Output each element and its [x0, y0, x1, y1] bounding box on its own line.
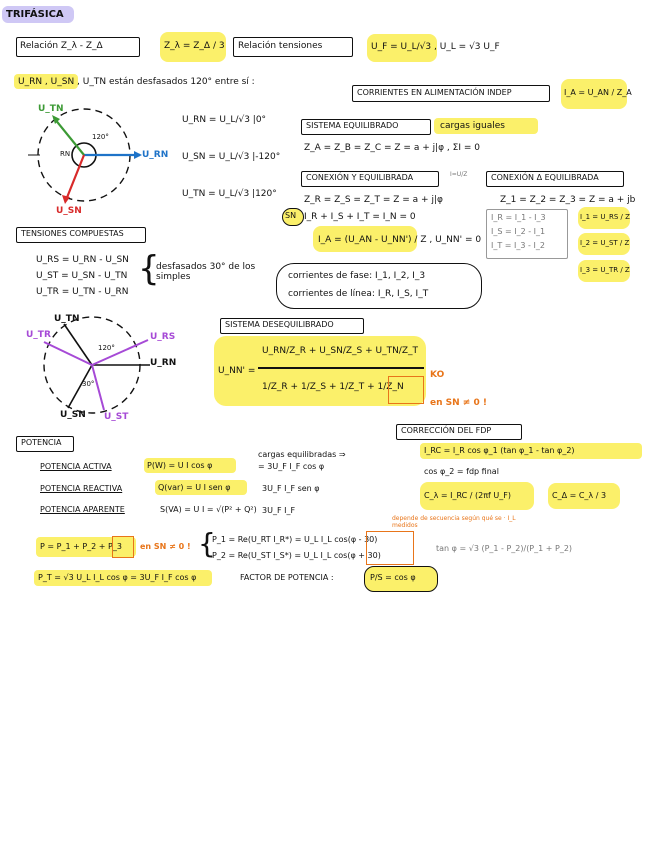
eq-utn: U_TN = U_L/√3 |120° — [182, 189, 277, 199]
phasor2-tn-label: U_TN — [54, 314, 80, 324]
sistema-eq-label: SISTEMA EQUILIBRADO — [306, 121, 399, 130]
watt-p2: P_2 = Re(U_ST I_S*) = U_L I_L cos(φ + 30) — [212, 551, 381, 560]
conexion-y-label: CONEXIÓN Y EQUILIBRADA — [306, 173, 414, 182]
zn-highlight-box — [388, 376, 424, 404]
relacion-z-label: Relación Z_λ - Z_Δ — [20, 41, 103, 51]
eq-urn: U_RN = U_L/√3 |0° — [182, 115, 267, 125]
corrientes-formula: I_A = U_AN / Z_A — [564, 88, 632, 97]
factor-pt: P_T = √3 U_L I_L cos φ = 3U_F I_F cos φ — [38, 573, 197, 582]
potencia-reactiva-formula: Q(var) = U I sen φ — [158, 483, 231, 492]
conexion-d-label: CONEXIÓN Δ EQUILIBRADA — [491, 173, 599, 182]
tensiones-comp-label: TENSIONES COMPUESTAS — [21, 229, 124, 238]
potencia-e1: = 3U_F I_F cos φ — [258, 462, 325, 471]
phasor-angle-label: 120° — [92, 133, 109, 141]
brace-icon: { — [138, 249, 160, 289]
phasor2-a1: 120° — [98, 344, 115, 352]
phasor2-rn-label: U_RN — [150, 358, 177, 368]
sistema-des-fraction-bar — [258, 367, 424, 369]
page-title: TRIFÁSICA — [6, 9, 64, 20]
conexion-y-f1: Z_R = Z_S = Z_T = Z = a + j|φ — [304, 195, 443, 205]
conexion-d-f1: Z_1 = Z_2 = Z_3 = Z = a + jb — [500, 195, 636, 205]
potencia-label: POTENCIA — [21, 438, 62, 447]
phasor-rn-label: U_RN — [142, 150, 169, 160]
sistema-des-den: 1/Z_R + 1/Z_S + 1/Z_T + 1/Z_N — [262, 382, 404, 392]
watt-p1: P_1 = Re(U_RT I_R*) = U_L I_L cos(φ - 30) — [212, 535, 378, 544]
cloud-l1: corrientes de fase: I_1, I_2, I_3 — [288, 271, 426, 281]
watt-p3-box — [112, 536, 134, 558]
watt-note: depende de secuencia según qué se · I_L medidos — [392, 515, 516, 529]
watt-cos-box — [366, 531, 414, 565]
sistema-eq-note: cargas iguales — [440, 121, 505, 131]
watt-tan: tan φ = √3 (P_1 - P_2)/(P_1 + P_2) — [436, 544, 573, 553]
sistema-eq-formula: Z_A = Z_B = Z_C = Z = a + j|φ , ΣI = 0 — [304, 143, 480, 153]
factor-label: FACTOR DE POTENCIA : — [240, 573, 334, 582]
phasor2-st-label: U_ST — [104, 412, 129, 422]
potencia-e2: 3U_F I_F sen φ — [262, 484, 320, 493]
watt-brace: { — [198, 527, 216, 560]
conexion-y-mini: I=U/Z — [450, 171, 468, 178]
tensiones-comp-l1: U_RS = U_RN - U_SN — [36, 255, 129, 265]
conexion-d-y2: I_2 = U_ST / Z — [580, 239, 630, 247]
factor-formula: P/S = cos φ — [370, 573, 416, 582]
phasor2-rs-label: U_RS — [150, 332, 176, 342]
phasor-tn-label: U_TN — [38, 104, 64, 114]
potencia-aparente-label: POTENCIA APARENTE — [40, 505, 125, 514]
correccion-label: CORRECCIÓN DEL FDP — [401, 426, 492, 435]
sistema-des-num: U_RN/Z_R + U_SN/Z_S + U_TN/Z_T — [262, 346, 419, 356]
phasor-sn-label: U_SN — [56, 206, 82, 216]
potencia-e3: 3U_F I_F — [262, 506, 296, 515]
cloud-l2: corrientes de línea: I_R, I_S, I_T — [288, 289, 429, 299]
corrientes-label: CORRIENTES EN ALIMENTACIÓN INDEP — [357, 88, 512, 97]
conexion-y-f2: I_R + I_S + I_T = I_N = 0 — [304, 212, 416, 222]
potencia-reactiva-label: POTENCIA REACTIVA — [40, 484, 123, 493]
sistema-des-note: en SN ≠ 0 ! — [430, 398, 487, 408]
correccion-f3: C_λ = I_RC / (2πf U_F) — [424, 491, 511, 500]
potencia-aparente-formula: S(VA) = U I = √(P² + Q²) — [160, 505, 257, 514]
watt-sn: en SN ≠ 0 ! — [140, 542, 191, 551]
tensiones-comp-l3: U_TR = U_TN - U_RN — [36, 287, 129, 297]
correccion-f4: C_Δ = C_λ / 3 — [552, 491, 607, 500]
potencia-activa-formula: P(W) = U I cos φ — [147, 461, 213, 470]
conexion-d-y1: I_1 = U_RS / Z — [580, 213, 630, 221]
correccion-f2: cos φ_2 = fdp final — [424, 467, 499, 476]
conexion-d-g1: I_R = I_1 - I_3 — [491, 213, 546, 222]
phasor-axis-label: RN — [60, 150, 71, 158]
eq-usn: U_SN = U_L/√3 |-120° — [182, 152, 281, 162]
phasor2-a2: 30° — [82, 380, 95, 388]
potencia-cargas: cargas equilibradas ⇒ — [258, 450, 346, 459]
potencia-activa-label: POTENCIA ACTIVA — [40, 462, 112, 471]
tensiones-comp-note: desfasados 30° de los simples — [156, 262, 256, 283]
conexion-d-g2: I_S = I_2 - I_1 — [491, 227, 546, 236]
phasor2-tr-label: U_TR — [26, 330, 51, 340]
conexion-y-f3: I_A = (U_AN - U_NN') / Z , U_NN' = 0 — [318, 235, 482, 245]
tensiones-comp-l2: U_ST = U_SN - U_TN — [36, 271, 128, 281]
correccion-f1: I_RC = I_R cos φ_1 (tan φ_1 - tan φ_2) — [424, 446, 575, 455]
desfase-text: U_RN , U_SN , U_TN están desfasados 120° entre sí : — [18, 77, 255, 87]
relacion-t-label: Relación tensiones — [238, 41, 323, 51]
relacion-t-formula: U_F = U_L/√3 , U_L = √3 U_F — [371, 42, 500, 52]
phasor2-sn-label: U_SN — [60, 410, 86, 420]
sistema-des-ko: KO — [430, 370, 445, 380]
sistema-des-lhs: U_NN' = — [218, 366, 256, 376]
relacion-z-formula: Z_λ = Z_Δ / 3 — [164, 41, 225, 51]
watt-p: P = P_1 + P_2 + P_3 — [40, 542, 122, 551]
conexion-d-y3: I_3 = U_TR / Z — [580, 266, 630, 274]
conexion-d-g3: I_T = I_3 - I_2 — [491, 241, 545, 250]
sn-tag: SN — [285, 211, 297, 220]
sistema-des-label: SISTEMA DESEQUILIBRADO — [225, 320, 334, 329]
